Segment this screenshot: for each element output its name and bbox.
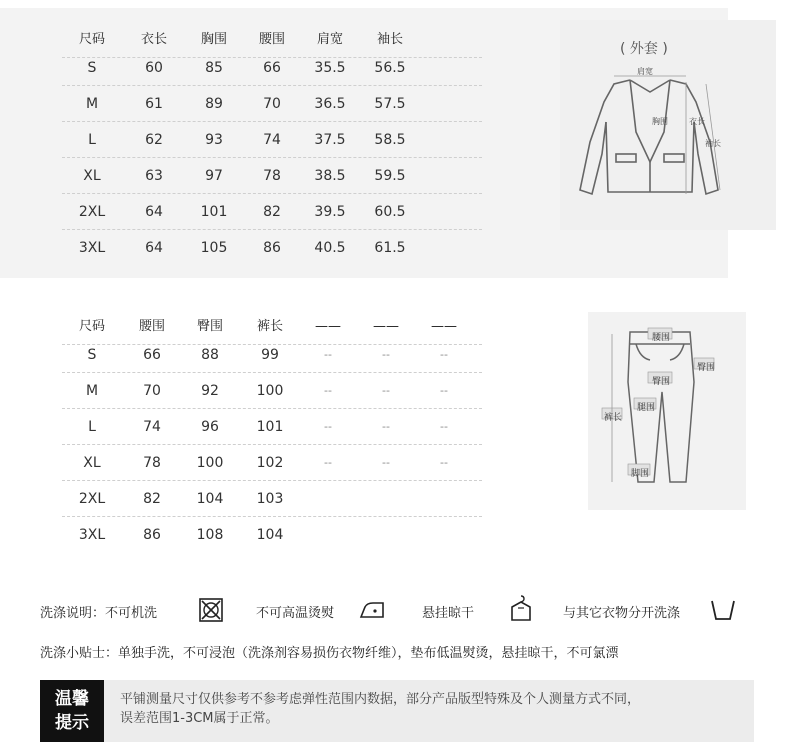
label-chest: 胸围 [652, 117, 668, 126]
cell: 100 [196, 455, 224, 471]
cell [356, 517, 416, 553]
cell: -- [382, 384, 390, 397]
cell [414, 517, 474, 553]
cell-size: M [85, 96, 99, 112]
cell: 82 [143, 491, 161, 507]
table-row [62, 122, 482, 158]
cell: 70 [143, 383, 161, 399]
cell: 105 [200, 240, 228, 256]
cell: 60 [145, 60, 163, 76]
iron-icon [357, 595, 387, 625]
cell-size: 2XL [78, 491, 106, 507]
header-waist: 腰围 [138, 319, 165, 334]
label-hem: 脚围 [631, 469, 650, 479]
cell: 56.5 [374, 60, 406, 76]
header-chest: 胸围 [200, 32, 227, 47]
cell-size: XL [83, 455, 101, 471]
cell: 108 [196, 527, 224, 543]
cell: 102 [256, 455, 284, 471]
label-sleeve: 袖长 [705, 139, 721, 148]
label-thigh: 腿围 [637, 403, 656, 413]
cell: 58.5 [374, 132, 406, 148]
table-row [62, 50, 482, 86]
cell-size: S [87, 347, 97, 363]
hang-dry-icon [506, 593, 536, 623]
cell: 64 [145, 204, 163, 220]
cell: 60.5 [374, 204, 406, 220]
cell: 86 [143, 527, 161, 543]
cell: 39.5 [314, 204, 346, 220]
cell: 61 [145, 96, 163, 112]
cell: 101 [256, 419, 284, 435]
cell: 38.5 [314, 168, 346, 184]
no-machine-wash-icon [196, 595, 226, 625]
cell: 61.5 [374, 240, 406, 256]
notice-badge-line2: 提示 [55, 713, 89, 733]
cell: 82 [263, 204, 281, 220]
care-tips: 洗涤小贴士：单独手洗，不可浸泡（洗涤剂容易损伤衣物纤维），垫布低温熨烫，悬挂晾干，不可氯漂 [40, 646, 619, 661]
cell: 37.5 [314, 132, 346, 148]
cell: 92 [201, 383, 219, 399]
cell: 74 [263, 132, 281, 148]
cell: 101 [200, 204, 228, 220]
wash-tub-icon [708, 595, 738, 625]
cell: -- [324, 384, 332, 397]
jacket-figure-title: ( 外套 ) [620, 41, 668, 57]
jacket-diagram [570, 62, 730, 212]
header-size: 尺码 [78, 319, 105, 334]
cell: 85 [205, 60, 223, 76]
cell: 63 [145, 168, 163, 184]
cell-size: 3XL [78, 527, 106, 543]
label-waist: 腰围 [652, 333, 671, 343]
table-row [62, 86, 482, 122]
cell: -- [440, 348, 448, 361]
cell: -- [324, 420, 332, 433]
header-blank: —— [373, 319, 399, 334]
label-shoulder: 肩宽 [637, 67, 653, 76]
cell [298, 481, 358, 517]
header-length: 衣长 [140, 32, 167, 47]
header-hip: 臀围 [196, 319, 223, 334]
no-iron-label: 不可高温烫熨 [256, 606, 335, 621]
cell: 59.5 [374, 168, 406, 184]
table-row [62, 481, 482, 517]
notice-badge-line1: 温馨 [55, 689, 89, 709]
table-row [62, 445, 482, 481]
cell: 57.5 [374, 96, 406, 112]
cell: 35.5 [314, 60, 346, 76]
cell: -- [440, 420, 448, 433]
cell-size: L [88, 419, 96, 435]
table-row [62, 517, 482, 553]
cell [414, 481, 474, 517]
cell: 86 [263, 240, 281, 256]
cell: 104 [256, 527, 284, 543]
cell: 62 [145, 132, 163, 148]
cell-size: 3XL [78, 240, 106, 256]
cell: 70 [263, 96, 281, 112]
cell-size: 2XL [78, 204, 106, 220]
notice-text [120, 690, 740, 728]
cell: 36.5 [314, 96, 346, 112]
cell: 88 [201, 347, 219, 363]
separate-wash-label: 与其它衣物分开洗涤 [563, 606, 681, 621]
cell-size: L [88, 132, 96, 148]
label-length: 衣长 [689, 117, 705, 126]
header-sleeve: 袖长 [376, 32, 403, 47]
hang-dry-label: 悬挂晾干 [422, 606, 475, 621]
cell [298, 517, 358, 553]
cell: 78 [143, 455, 161, 471]
cell [356, 481, 416, 517]
header-size: 尺码 [78, 32, 105, 47]
cell: 103 [256, 491, 284, 507]
header-waist: 腰围 [258, 32, 285, 47]
cell: 104 [196, 491, 224, 507]
cell: -- [324, 456, 332, 469]
cell: 78 [263, 168, 281, 184]
care-title: 洗涤说明：不可机洗 [40, 606, 158, 621]
cell: -- [440, 384, 448, 397]
header-pant-length: 裤长 [256, 319, 283, 334]
header-blank: —— [431, 319, 457, 334]
cell: 66 [143, 347, 161, 363]
table-row [62, 373, 482, 409]
cell: -- [440, 456, 448, 469]
pants-size-table [62, 309, 482, 553]
table-row [62, 194, 482, 230]
cell: -- [382, 348, 390, 361]
cell: -- [324, 348, 332, 361]
table-row [62, 409, 482, 445]
cell: 64 [145, 240, 163, 256]
cell-size: XL [83, 168, 101, 184]
notice-badge [40, 680, 104, 742]
table-row [62, 158, 482, 194]
cell: 97 [205, 168, 223, 184]
cell: 89 [205, 96, 223, 112]
table-row [62, 230, 482, 266]
jacket-size-table [62, 22, 482, 266]
cell: 66 [263, 60, 281, 76]
label-hip: 臀围 [652, 377, 671, 387]
cell: -- [382, 420, 390, 433]
header-shoulder: 肩宽 [316, 32, 343, 47]
cell-size: M [85, 383, 99, 399]
header-blank: —— [315, 319, 341, 334]
cell: 99 [261, 347, 279, 363]
cell: 93 [205, 132, 223, 148]
cell: 40.5 [314, 240, 346, 256]
label-inseam: 裤长 [604, 413, 623, 423]
notice-line1: 平铺测量尺寸仅供参考不参考虑弹性范围内数据，部分产品版型特殊及个人测量方式不同， [120, 692, 641, 707]
cell: 96 [201, 419, 219, 435]
table-row [62, 337, 482, 373]
cell: -- [382, 456, 390, 469]
cell: 100 [256, 383, 284, 399]
cell-size: S [87, 60, 97, 76]
notice-line2: 误差范围1-3CM属于正常。 [120, 711, 279, 726]
cell: 74 [143, 419, 161, 435]
label-hip-side: 臀围 [697, 363, 716, 373]
